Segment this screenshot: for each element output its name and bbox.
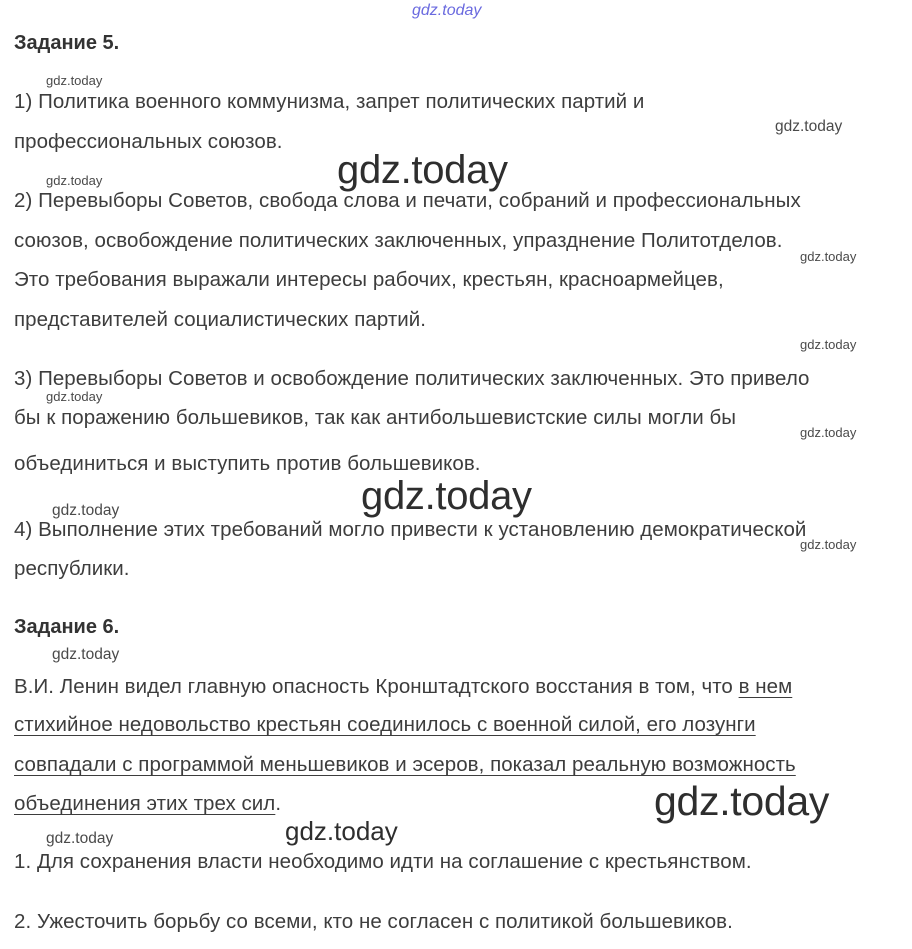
watermark: gdz.today xyxy=(800,337,857,352)
task6-text-underlined: объединения этих трех сил xyxy=(14,792,276,815)
watermark: gdz.today xyxy=(46,389,103,404)
task6-text-underlined: в нем xyxy=(738,675,793,698)
watermark: gdz.today xyxy=(800,537,857,552)
watermark: gdz.today xyxy=(52,646,120,663)
watermark: gdz.today xyxy=(800,425,857,440)
watermark: gdz.today xyxy=(52,502,120,519)
task6-text-plain: В.И. Ленин видел главную опасность Кронштадтского восстания в том, что xyxy=(14,675,739,698)
task5-line-5: Это требования выражали интересы рабочих, крестьян, красноармейцев, xyxy=(14,268,724,291)
task5-line-6: представителей социалистических партий. xyxy=(14,308,427,331)
watermark-medium: gdz.today xyxy=(285,816,398,846)
watermark: gdz.today xyxy=(46,73,103,88)
task6-heading: Задание 6. xyxy=(14,616,120,638)
task5-line-1: 1) Политика военного коммунизма, запрет политических партий и xyxy=(14,90,645,113)
watermark: gdz.today xyxy=(46,173,103,188)
task5-line-10: 4) Выполнение этих требований могло привести к установлению демократической xyxy=(14,518,807,541)
watermark-large: gdz.today xyxy=(337,148,508,192)
task6-paragraph-line-3: совпадали с программой меньшевиков и эсеров, показал реальную возможность xyxy=(14,753,796,776)
task6-item-1: 1. Для сохранения власти необходимо идти на соглашение с крестьянством. xyxy=(14,850,752,873)
task5-line-3: 2) Перевыборы Советов, свобода слова и печати, собраний и профессиональных xyxy=(14,189,801,212)
task6-paragraph-line-2: стихийное недовольство крестьян соединилось с военной силой, его лозунги xyxy=(14,713,756,736)
task5-line-4: союзов, освобождение политических заключенных, упразднение Политотделов. xyxy=(14,229,783,252)
top-watermark: gdz.today xyxy=(412,2,482,19)
watermark-large: gdz.today xyxy=(361,474,532,518)
watermark-large: gdz.today xyxy=(654,778,830,824)
watermark: gdz.today xyxy=(800,249,857,264)
task6-text-plain: . xyxy=(275,792,282,815)
task5-line-8: бы к поражению большевиков, так как антибольшевистские силы могли бы xyxy=(14,406,737,429)
task6-paragraph-line-4 xyxy=(14,792,281,816)
task5-line-9: объединиться и выступить против большевиков. xyxy=(14,452,481,475)
task6-paragraph-line-1 xyxy=(14,675,792,699)
watermark: gdz.today xyxy=(46,830,114,847)
watermark: gdz.today xyxy=(775,118,843,135)
task5-line-2: профессиональных союзов. xyxy=(14,130,283,153)
task5-line-7: 3) Перевыборы Советов и освобождение политических заключенных. Это привело xyxy=(14,367,810,390)
task5-heading: Задание 5. xyxy=(14,32,120,54)
task5-line-11: республики. xyxy=(14,557,130,580)
task6-item-2: 2. Ужесточить борьбу со всеми, кто не согласен с политикой большевиков. xyxy=(14,910,733,933)
